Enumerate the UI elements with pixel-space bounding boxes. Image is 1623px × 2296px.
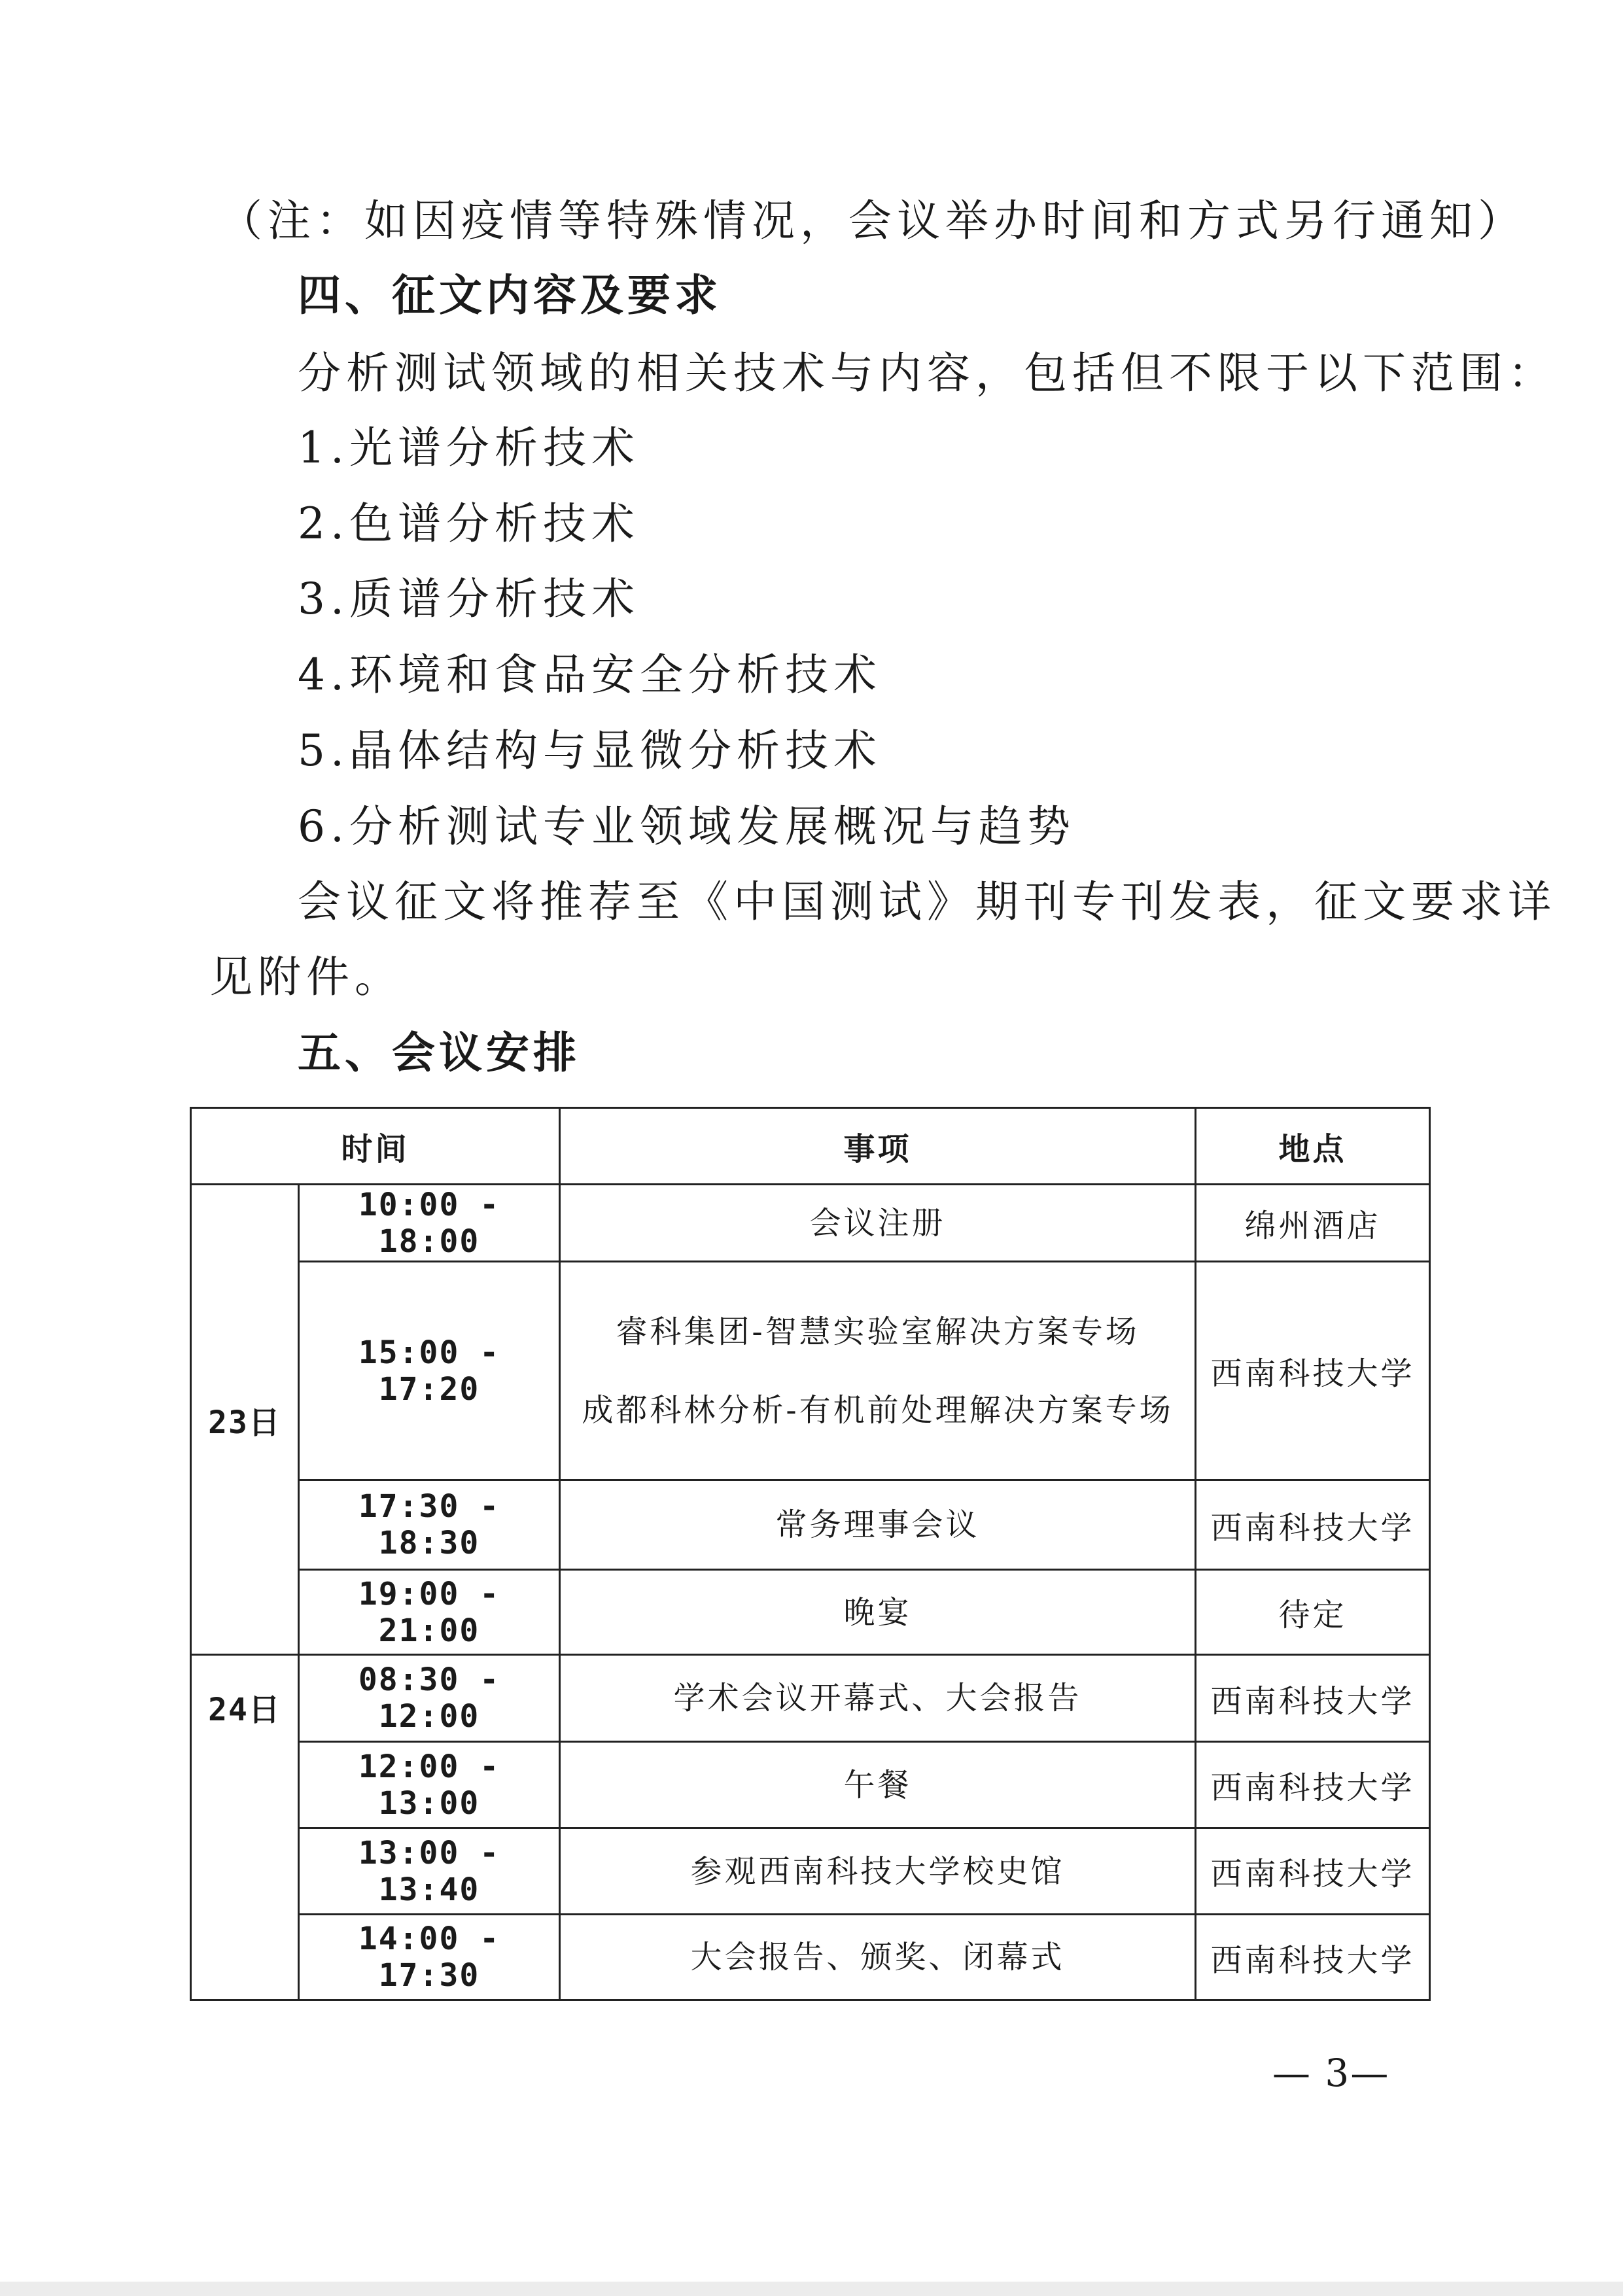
item-text: 午餐 <box>843 1766 912 1803</box>
time-cell: 17:30 - 18:30 <box>299 1480 560 1570</box>
topic-item: 4.环境和食品安全分析技术 <box>298 650 882 700</box>
table-row <box>191 1915 1430 2000</box>
item-text: 参观西南科技大学校史馆 <box>690 1852 1065 1890</box>
table-row <box>191 1828 1430 1915</box>
topic-item: 1.光谱分析技术 <box>298 423 640 473</box>
item-cell <box>560 1828 1196 1915</box>
item-cell <box>560 1480 1196 1570</box>
item-cell <box>560 1915 1196 2000</box>
topic-item: 3.质谱分析技术 <box>298 574 640 624</box>
section-4-intro: 分析测试领域的相关技术与内容，包括但不限于以下范围： <box>298 348 1556 398</box>
table-row <box>191 1480 1430 1570</box>
place-cell: 西南科技大学 <box>1196 1828 1430 1915</box>
header-place: 地点 <box>1196 1108 1430 1185</box>
time-cell: 19:00 - 21:00 <box>299 1570 560 1655</box>
item-cell <box>560 1570 1196 1655</box>
page-number: — 3— <box>1272 2051 1390 2095</box>
header-time: 时间 <box>191 1108 560 1185</box>
item-text: 大会报告、颁奖、闭幕式 <box>690 1939 1065 1975</box>
journal-note: 会议征文将推荐至《中国测试》期刊专刊发表，征文要求详 <box>298 877 1556 927</box>
table-row <box>191 1742 1430 1828</box>
time-cell: 12:00 - 13:00 <box>299 1742 560 1828</box>
section-5-heading: 五、会议安排 <box>298 1028 580 1078</box>
table-row <box>191 1570 1430 1655</box>
scan-edge <box>0 2282 1623 2296</box>
place-cell: 西南科技大学 <box>1196 1915 1430 2000</box>
item-text: 睿科集团-智慧实验室解决方案专场 <box>616 1313 1140 1350</box>
item-text: 会议注册 <box>809 1204 946 1242</box>
item-text: 成都科林分析-有机前处理解决方案专场 <box>582 1391 1174 1429</box>
topic-item: 6.分析测试专业领域发展概况与趋势 <box>298 801 1075 852</box>
journal-note-continued: 见附件。 <box>209 952 403 1002</box>
place-cell: 西南科技大学 <box>1196 1655 1430 1742</box>
place-cell: 西南科技大学 <box>1196 1742 1430 1828</box>
day-cell: 23日 <box>191 1185 299 1655</box>
section-4-heading: 四、征文内容及要求 <box>298 270 722 321</box>
item-text: 晚宴 <box>843 1593 912 1631</box>
table-row <box>191 1262 1430 1480</box>
header-item: 事项 <box>560 1108 1196 1185</box>
table-header-row <box>191 1108 1430 1185</box>
table-row <box>191 1655 1430 1742</box>
place-cell: 绵州酒店 <box>1196 1185 1430 1262</box>
time-cell: 10:00 - 18:00 <box>299 1185 560 1262</box>
time-cell: 14:00 - 17:30 <box>299 1915 560 2000</box>
topic-item: 2.色谱分析技术 <box>298 498 640 549</box>
time-cell: 08:30 - 12:00 <box>299 1655 560 1742</box>
item-cell <box>560 1185 1196 1262</box>
epidemic-note: （注：如因疫情等特殊情况，会议举办时间和方式另行通知） <box>219 196 1526 246</box>
table-row <box>191 1185 1430 1262</box>
place-cell: 西南科技大学 <box>1196 1262 1430 1480</box>
topic-item: 5.晶体结构与显微分析技术 <box>298 725 882 776</box>
day-cell: 24日 <box>191 1655 299 2000</box>
time-cell: 15:00 - 17:20 <box>299 1262 560 1480</box>
item-text: 常务理事会议 <box>775 1506 980 1543</box>
item-cell <box>560 1655 1196 1742</box>
item-cell <box>560 1262 1196 1480</box>
schedule-table <box>190 1107 1431 2001</box>
item-text: 学术会议开幕式、大会报告 <box>673 1680 1082 1716</box>
place-cell: 待定 <box>1196 1570 1430 1655</box>
time-cell: 13:00 - 13:40 <box>299 1828 560 1915</box>
place-cell: 西南科技大学 <box>1196 1480 1430 1570</box>
item-cell <box>560 1742 1196 1828</box>
